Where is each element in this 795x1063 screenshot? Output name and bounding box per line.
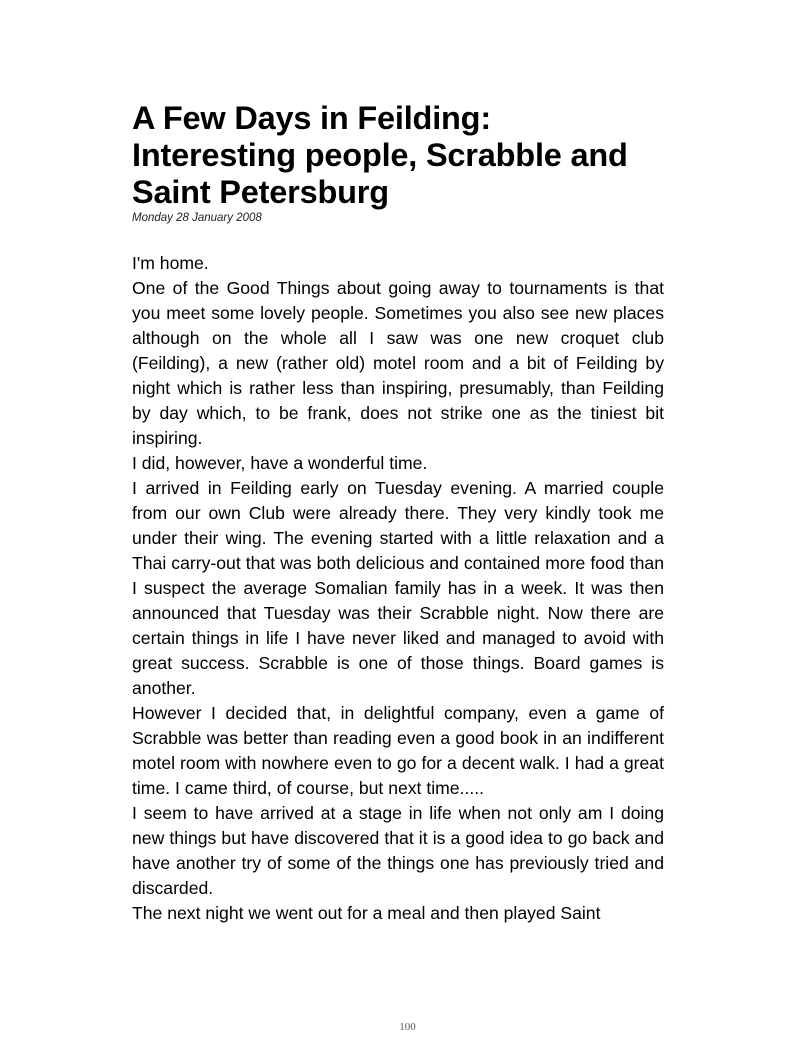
article-title [132, 100, 664, 211]
paragraph: However I decided that, in delightful company, even a game of Scrabble was better than reading even a good book in an indifferent motel room with nowhere even to go for a decent walk. I had a great time. I came third, of course, but next time..... [132, 703, 664, 798]
title-line: Saint Petersburg [132, 174, 389, 210]
article [132, 100, 664, 926]
paragraph: The next night we went out for a meal and then played Saint [132, 903, 601, 923]
page-number: 100 [399, 1021, 416, 1033]
paragraph: I seem to have arrived at a stage in life when not only am I doing new things but have discovered that it is a good idea to go back and have another try of some of the things one has previously tried and discarded. [132, 803, 664, 898]
title-line: Interesting people, Scrabble and [132, 137, 628, 173]
paragraph: I arrived in Feilding early on Tuesday evening. A married couple from our own Club were already there. They very kindly took me under their wing. The evening started with a little relaxation and a Thai carry-out that was both delicious and contained more food than I suspect the average Somalian family has in a week. It was then announced that Tuesday was their Scrabble night. Now there are certain things in life I have never liked and managed to avoid with great success. Scrabble is one of those things. Board games is another. [132, 478, 664, 698]
paragraph: I'm home. [132, 253, 209, 273]
article-body [132, 251, 664, 926]
article-date: Monday 28 January 2008 [132, 212, 262, 224]
title-line: A Few Days in Feilding: [132, 100, 491, 136]
paragraph: I did, however, have a wonderful time. [132, 453, 428, 473]
paragraph: One of the Good Things about going away to tournaments is that you meet some lovely people. Sometimes you also see new places although on the whole all I saw was one new croquet club (Feilding), a new (rather old) motel room and a bit of Feilding by night which is rather less than inspiring, presumably, than Feilding by day which, to be frank, does not strike one as the tiniest bit inspiring. [132, 278, 664, 448]
